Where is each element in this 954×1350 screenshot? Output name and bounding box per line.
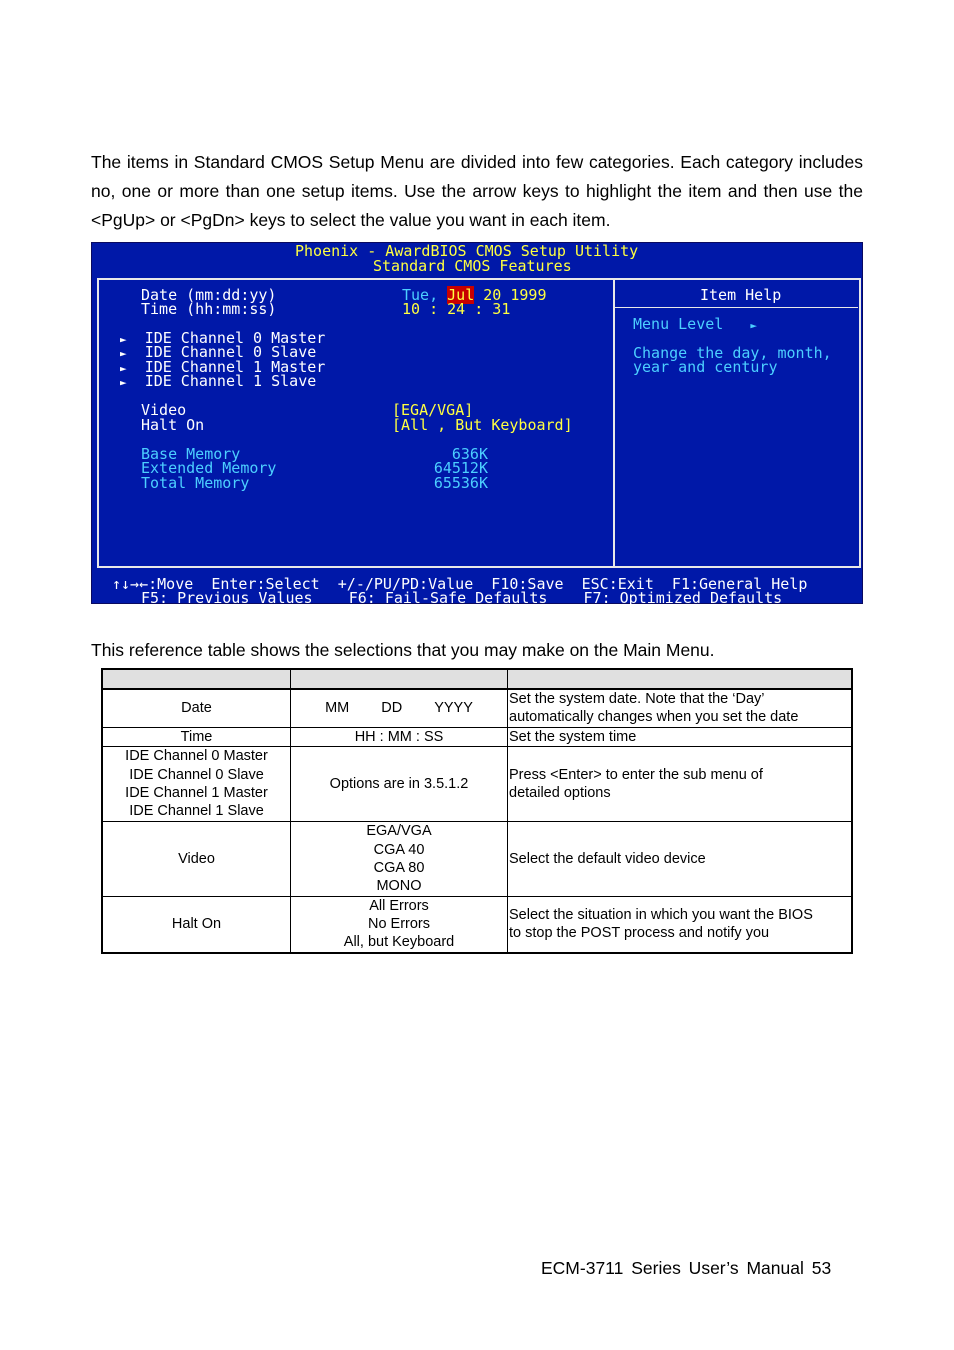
halt-on-label[interactable]: Halt On bbox=[141, 416, 205, 434]
item-line: IDE Channel 0 Slave bbox=[129, 766, 264, 783]
item-line: IDE Channel 0 Master bbox=[125, 748, 268, 765]
time-value[interactable]: 10 : 24 : 31 bbox=[402, 300, 511, 318]
option-line: MONO bbox=[376, 878, 422, 895]
date-day: Tue, bbox=[402, 286, 439, 304]
item-cell bbox=[102, 746, 291, 821]
options-cell bbox=[291, 689, 508, 727]
table-row bbox=[102, 821, 852, 896]
option-mm: MM bbox=[325, 700, 350, 717]
date-month-highlight[interactable]: Jul bbox=[447, 286, 475, 304]
table-header-cell bbox=[102, 669, 291, 689]
bios-frame-divider bbox=[613, 278, 615, 568]
table-row bbox=[102, 746, 852, 821]
bios-screen bbox=[91, 242, 863, 607]
help-text-line2: year and century bbox=[633, 358, 778, 376]
option-line: All Errors bbox=[369, 897, 429, 914]
reference-paragraph: This reference table shows the selections that you may make on the Main Menu. bbox=[91, 640, 715, 660]
intro-paragraph: The items in Standard CMOS Setup Menu are divided into few categories. Each category includes no, one or more than one setup items. Use the arrow keys to highlight the item and then use the <PgUp> or <PgDn> keys to select the value you want in each item. bbox=[91, 152, 863, 230]
table-header-row bbox=[102, 669, 852, 689]
option-line: No Errors bbox=[367, 916, 431, 933]
description-cell bbox=[508, 689, 853, 727]
item-cell: Halt On bbox=[102, 896, 291, 952]
options-cell: Options are in 3.5.1.2 bbox=[291, 746, 508, 821]
time-label[interactable]: Time (hh:mm:ss) bbox=[141, 300, 277, 318]
description-cell: Select the default video device bbox=[508, 821, 853, 896]
submenu-arrow-icon: ► bbox=[120, 347, 127, 360]
submenu-label: IDE Channel 0 Slave bbox=[144, 343, 317, 361]
options-cell: HH : MM : SS bbox=[291, 727, 508, 746]
total-memory-label: Total Memory bbox=[141, 474, 250, 492]
help-text-line1: Change the day, month, bbox=[633, 344, 832, 362]
options-cell bbox=[291, 896, 508, 952]
item-cell: Video bbox=[102, 821, 291, 896]
option-yyyy: YYYY bbox=[434, 700, 473, 717]
bios-help-divider bbox=[615, 307, 858, 308]
description-cell: Set the system time bbox=[508, 727, 853, 746]
base-memory-label: Base Memory bbox=[141, 445, 241, 463]
description-cell bbox=[508, 896, 853, 952]
item-help-title: Item Help bbox=[700, 286, 782, 304]
description-line: Set the system date. Note that the ‘Day’ bbox=[509, 691, 765, 707]
table-row bbox=[102, 727, 852, 746]
total-memory-value: 65536K bbox=[433, 474, 488, 492]
options-cell bbox=[291, 821, 508, 896]
submenu-label: IDE Channel 0 Master bbox=[144, 329, 326, 347]
description-cell bbox=[508, 746, 853, 821]
option-line: CGA 80 bbox=[373, 859, 425, 876]
table-row bbox=[102, 896, 852, 952]
item-cell: Time bbox=[102, 727, 291, 746]
submenu-label: IDE Channel 1 Slave bbox=[144, 372, 317, 390]
option-line: All, but Keyboard bbox=[343, 934, 455, 951]
menu-level-arrow-icon: ► bbox=[750, 319, 758, 332]
page-footer: ECM-3711 Series User’s Manual 53 bbox=[541, 1258, 832, 1278]
video-value[interactable]: [EGA/VGA] bbox=[392, 401, 474, 419]
extended-memory-value: 64512K bbox=[433, 459, 488, 477]
item-cell: Date bbox=[102, 689, 291, 727]
submenu-label: IDE Channel 1 Master bbox=[144, 358, 326, 376]
option-dd: DD bbox=[381, 700, 403, 717]
table-header-cell bbox=[508, 669, 853, 689]
table-row bbox=[102, 689, 852, 727]
description-line: to stop the POST process and notify you bbox=[509, 925, 770, 942]
bios-footer-line2: F5: Previous Values F6: Fail-Safe Defaults F7: Optimized Defaults bbox=[141, 589, 783, 607]
description-line: detailed options bbox=[509, 784, 611, 801]
option-line: CGA 40 bbox=[373, 841, 425, 858]
description-line: Press <Enter> to enter the sub menu of bbox=[509, 766, 763, 783]
date-label[interactable]: Date (mm:dd:yy) bbox=[141, 286, 277, 304]
submenu-arrow-icon: ► bbox=[120, 376, 127, 389]
option-line: EGA/VGA bbox=[366, 823, 432, 840]
submenu-arrow-icon: ► bbox=[120, 362, 127, 375]
halt-on-value[interactable]: [All , But Keyboard] bbox=[392, 416, 573, 434]
date-rest: 20 1999 bbox=[483, 286, 547, 304]
submenu-ide-1-slave[interactable] bbox=[120, 374, 316, 391]
description-line: Select the situation in which you want the BIOS bbox=[509, 907, 813, 924]
bios-footer-line1: ↑↓→←:Move Enter:Select +/-/PU/PD:Value F10:Save ESC:Exit F1:General Help bbox=[112, 575, 808, 593]
bios-title: Phoenix - AwardBIOS CMOS Setup Utility bbox=[295, 242, 639, 260]
item-line: IDE Channel 1 Slave bbox=[129, 803, 264, 820]
main-menu-table bbox=[101, 668, 853, 954]
base-memory-value: 636K bbox=[451, 445, 488, 463]
menu-level bbox=[633, 317, 757, 334]
table-header-cell bbox=[291, 669, 508, 689]
menu-level-label: Menu Level bbox=[633, 315, 724, 333]
item-line: IDE Channel 1 Master bbox=[125, 784, 268, 801]
video-label[interactable]: Video bbox=[141, 401, 187, 419]
description-line: automatically changes when you set the date bbox=[509, 709, 799, 726]
extended-memory-label: Extended Memory bbox=[141, 459, 277, 477]
submenu-arrow-icon: ► bbox=[120, 333, 127, 346]
bios-subtitle: Standard CMOS Features bbox=[373, 257, 572, 275]
